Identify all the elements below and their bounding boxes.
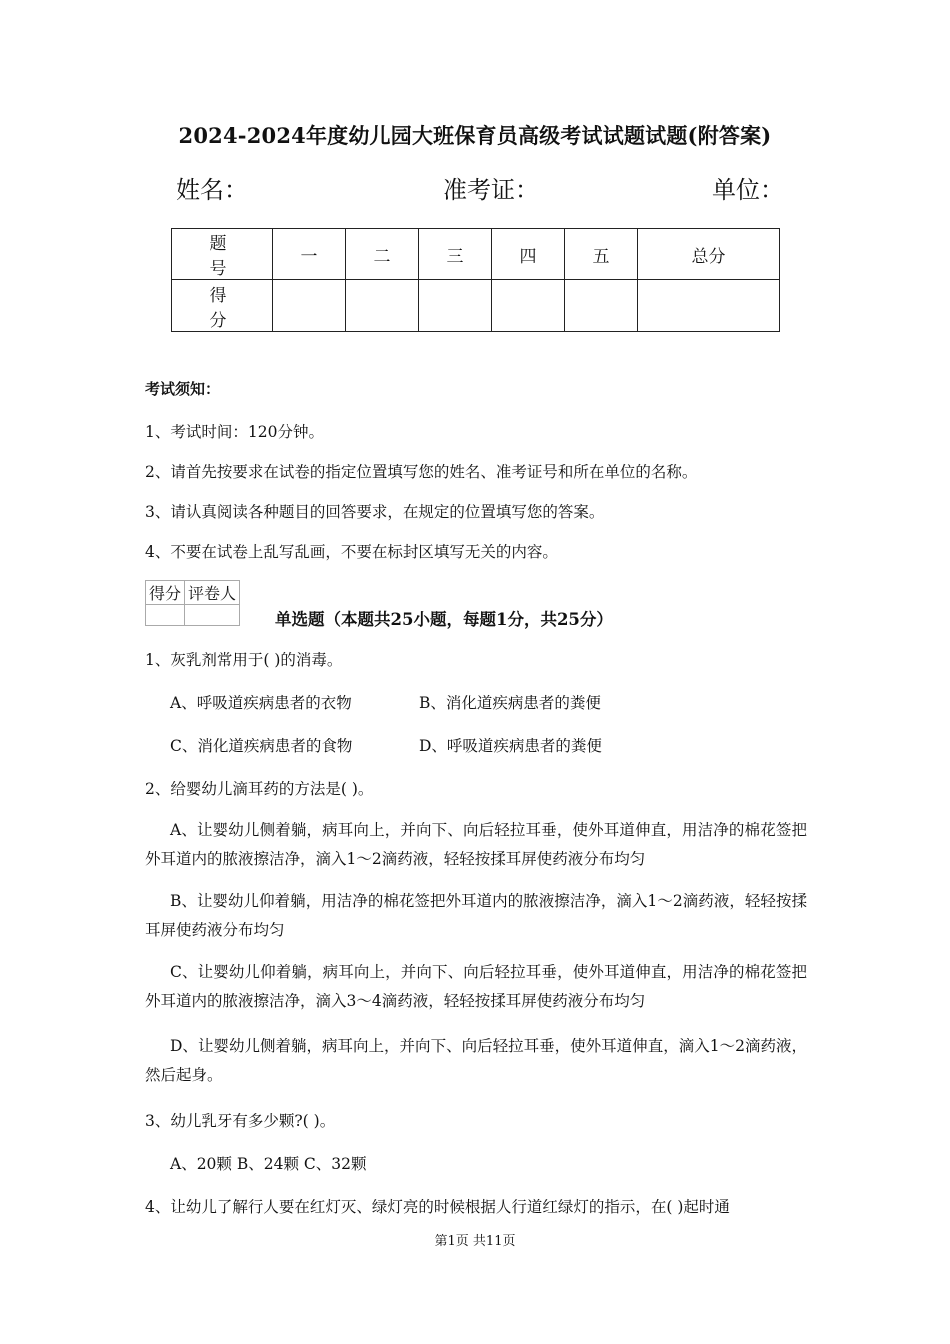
notice-item: 4、不要在试卷上乱写乱画，不要在标封区填写无关的内容。	[145, 543, 558, 561]
notice-item: 3、请认真阅读各种题目的回答要求，在规定的位置填写您的答案。	[145, 503, 605, 521]
document-title: 2024-2024年度幼儿园大班保育员高级考试试题试题(附答案)	[178, 123, 772, 148]
question-1-stem: 1、灰乳剂常用于( )的消毒。	[145, 651, 343, 669]
question-1-option-a: A、呼吸道疾病患者的衣物	[170, 694, 352, 712]
notice-item: 2、请首先按要求在试卷的指定位置填写您的姓名、准考证号和所在单位的名称。	[145, 463, 698, 481]
score-cell[interactable]	[419, 280, 492, 332]
grader-name-cell[interactable]	[185, 605, 240, 626]
question-3-options: A、20颗 B、24颗 C、32颗	[170, 1155, 367, 1173]
question-number-label: 题 号	[172, 229, 273, 280]
score-cell[interactable]	[565, 280, 638, 332]
question-1-option-b: B、消化道疾病患者的粪便	[419, 694, 601, 712]
column-header: 一	[273, 229, 346, 280]
question-2-option-c: C、让婴幼儿仰着躺，病耳向上，并向下、向后轻拉耳垂，使外耳道伸直，用洁净的棉花签把外耳道内的脓液擦洁净，滴入3～4滴药液，轻轻按揉耳屏使药液分布均匀	[145, 963, 807, 1010]
score-table-score-row	[172, 280, 780, 332]
question-1-option-c: C、消化道疾病患者的食物	[170, 737, 353, 755]
notice-item: 1、考试时间：120分钟。	[145, 423, 324, 441]
score-table	[171, 228, 780, 332]
section-heading: 单选题（本题共25小题，每题1分，共25分）	[275, 610, 613, 629]
question-1-option-d: D、呼吸道疾病患者的粪便	[419, 737, 602, 755]
score-label: 得 分	[172, 280, 273, 332]
score-cell[interactable]	[273, 280, 346, 332]
grader-score-cell[interactable]	[146, 605, 185, 626]
question-2-option-d: D、让婴幼儿侧着躺，病耳向上，并向下、向后轻拉耳垂，使外耳道伸直，滴入1～2滴药液，然后起身。	[145, 1037, 807, 1084]
score-cell[interactable]	[346, 280, 419, 332]
question-4-stem: 4、让幼儿了解行人要在红灯灭、绿灯亮的时候根据人行道红绿灯的指示，在( )起时通	[145, 1198, 730, 1216]
column-header: 总分	[638, 229, 780, 280]
score-cell[interactable]	[492, 280, 565, 332]
column-header: 四	[492, 229, 565, 280]
page-footer: 第1页 共11页	[434, 1234, 516, 1249]
question-2-stem: 2、给婴幼儿滴耳药的方法是( )。	[145, 780, 374, 798]
question-2-option-a: A、让婴幼儿侧着躺，病耳向上，并向下、向后轻拉耳垂，使外耳道伸直，用洁净的棉花签把外耳道内的脓液擦洁净，滴入1～2滴药液，轻轻按揉耳屏使药液分布均匀	[145, 821, 807, 868]
unit-field-label: 单位：	[712, 176, 784, 204]
question-2-option-b: B、让婴幼儿仰着躺，用洁净的棉花签把外耳道内的脓液擦洁净，滴入1～2滴药液，轻轻按揉耳屏使药液分布均匀	[145, 892, 807, 939]
question-3-stem: 3、幼儿乳牙有多少颗?( )。	[145, 1112, 336, 1130]
grader-name-label: 评卷人	[185, 581, 240, 605]
column-header: 五	[565, 229, 638, 280]
score-cell[interactable]	[638, 280, 780, 332]
score-table-header-row	[172, 229, 780, 280]
column-header: 三	[419, 229, 492, 280]
name-field-label: 姓名：	[176, 176, 248, 204]
column-header: 二	[346, 229, 419, 280]
exam-number-field-label: 准考证：	[443, 176, 539, 204]
grader-box	[145, 580, 240, 626]
grader-score-label: 得分	[146, 581, 185, 605]
notice-heading: 考试须知：	[145, 380, 221, 398]
